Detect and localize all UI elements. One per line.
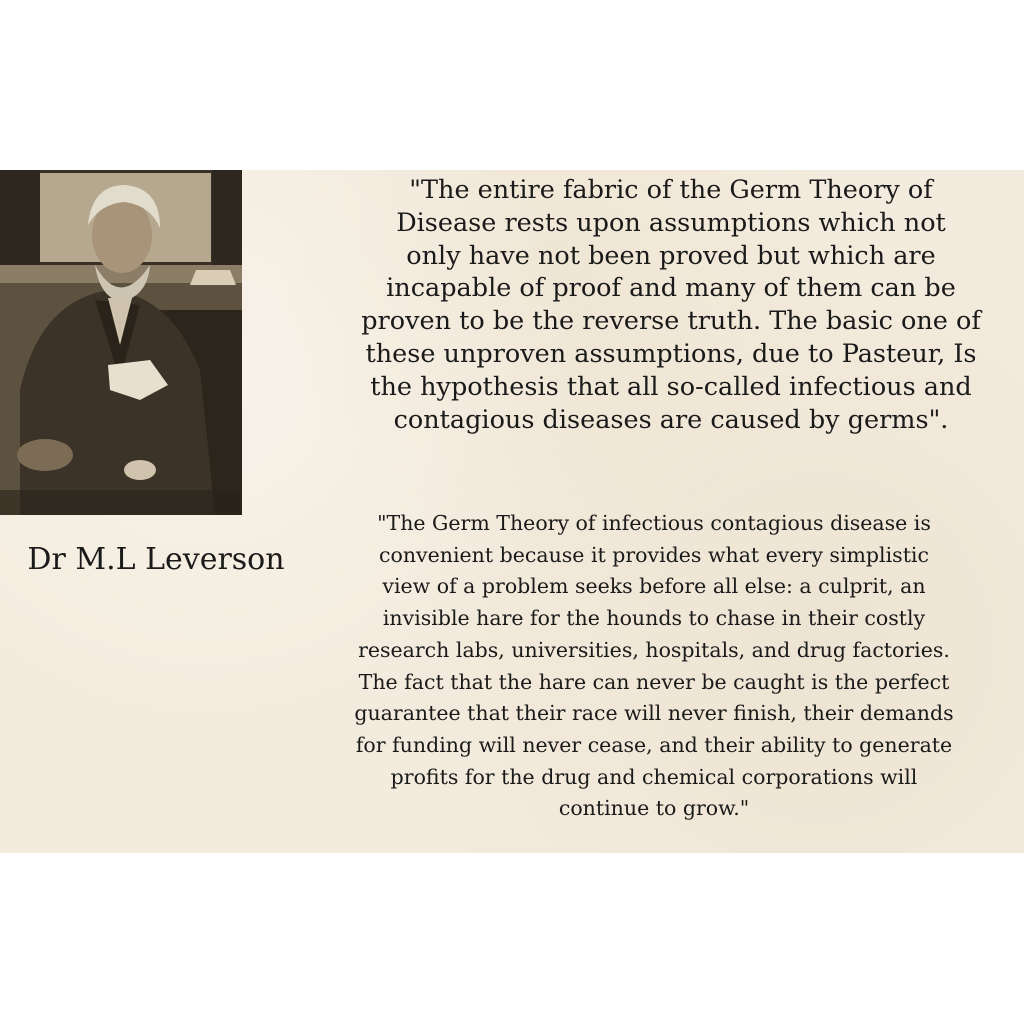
quote-line: "The entire fabric of the Germ Theory of — [409, 175, 933, 205]
quote-line: for funding will never cease, and their ability to generate — [355, 732, 953, 757]
quote-line: these unproven assumptions, due to Pasteur, Is — [365, 338, 977, 369]
quote-primary — [318, 174, 1024, 436]
quote-line: incapable of proof and many of them can be — [386, 273, 956, 304]
portrait-photo — [0, 170, 242, 515]
quote-card — [0, 170, 1024, 853]
quote-line: The fact that the hare can never be caught is the perfect — [358, 669, 950, 694]
quote-line: proven to be the reverse truth. The basic one of — [361, 306, 981, 337]
quote-line: the hypothesis that all so-called infectious and — [370, 371, 972, 402]
quote-line: invisible hare for the hounds to chase in their costly — [382, 606, 926, 631]
quote-line: Disease rests upon assumptions which not — [396, 207, 946, 238]
caption-name: Dr M.L Leverson — [27, 542, 285, 577]
quote-line: continue to grow." — [558, 796, 750, 821]
quote-line: contagious diseases are caused by germs". — [393, 404, 949, 435]
quote-line: convenient because it provides what every simplistic — [379, 542, 929, 567]
quote-line: guarantee that their race will never finish, their demands — [354, 701, 954, 726]
quote-line: research labs, universities, hospitals, and drug factories. — [358, 637, 950, 662]
quote-line: view of a problem seeks before all else: a culprit, an — [382, 574, 926, 599]
quote-line: "The Germ Theory of infectious contagious disease is — [377, 511, 931, 535]
quote-secondary — [316, 508, 992, 825]
quote-line: only have not been proved but which are — [406, 240, 936, 271]
quote-line: profits for the drug and chemical corporations will — [390, 764, 918, 789]
